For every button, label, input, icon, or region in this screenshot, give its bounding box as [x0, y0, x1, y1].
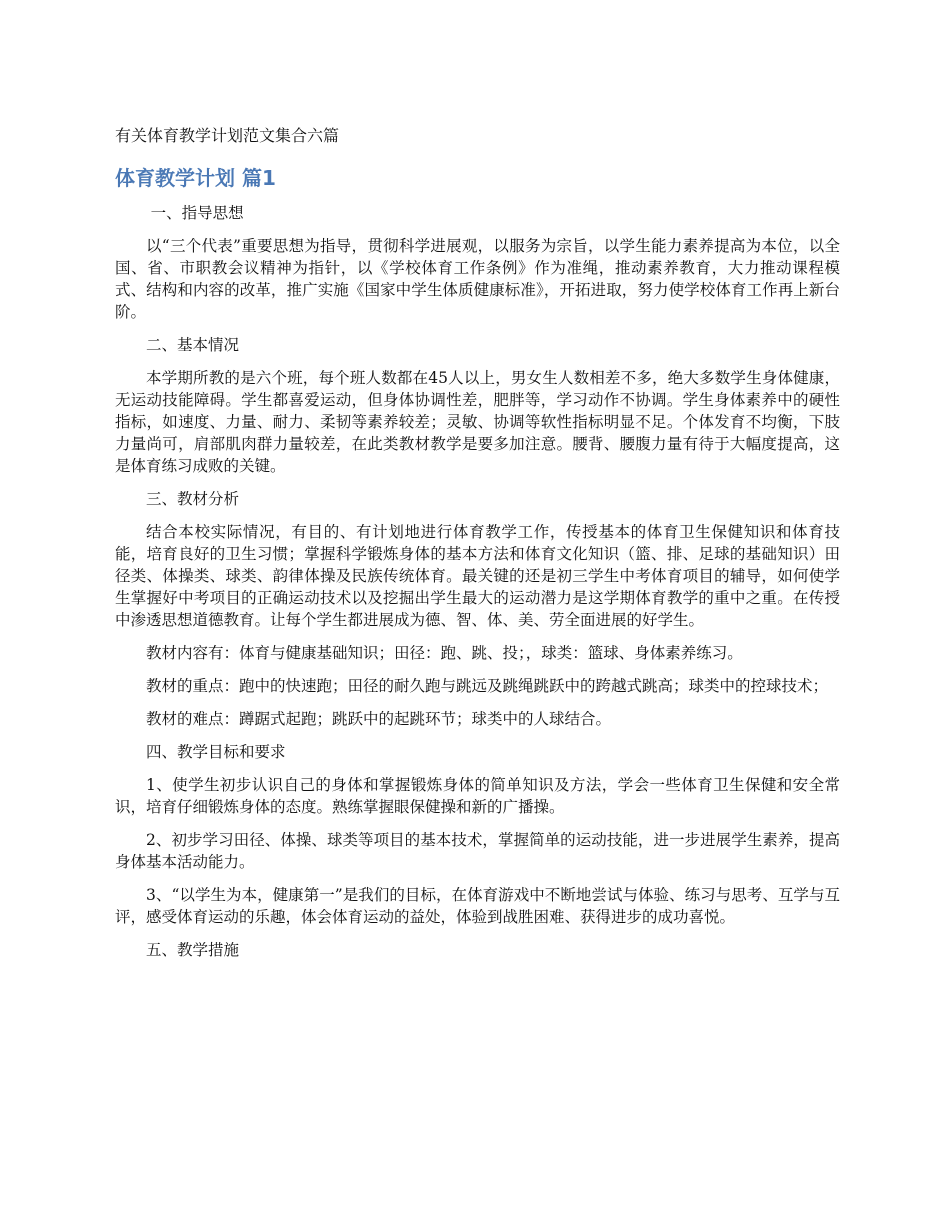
paragraph: 本学期所教的是六个班，每个班人数都在45人以上，男女生人数相差不多，绝大多数学生身体健康，无运动技能障碍。学生都喜爱运动，但身体协调性差，肥胖等，学习动作不协调。学生身体素养中的硬性指标，如速度、力量、耐力、柔韧等素养较差；灵敏、协调等软性指标明显不足。个体发育不均衡，下肢力量尚可，肩部肌肉群力量较差，在此类教材教学是要多加注意。腰背、腰腹力量有待于大幅度提高，这是体育练习成败的关键。 [115, 369, 840, 475]
subheading-guiding-ideology: 一、指导思想 [150, 204, 244, 222]
subheading-goals: 四、教学目标和要求 [146, 743, 286, 761]
subheading-basic-situation: 二、基本情况 [146, 336, 240, 354]
paragraph: 3、“以学生为本，健康第一”是我们的目标，在体育游戏中不断地尝试与体验、练习与思考、互学与互评，感受体育运动的乐趣，体会体育运动的益处，体验到战胜困难、获得进步的成功喜悦。 [115, 886, 840, 926]
paragraph: 教材的难点：蹲踞式起跑；跳跃中的起跳环节；球类中的人球结合。 [146, 710, 612, 728]
section-heading: 体育教学计划 篇1 [115, 166, 276, 190]
subheading-measures: 五、教学措施 [146, 941, 240, 959]
paragraph: 教材内容有：体育与健康基础知识；田径：跑、跳、投；，球类：篮球、身体素养练习。 [146, 644, 743, 662]
paragraph: 1、使学生初步认识自己的身体和掌握锻炼身体的简单知识及方法，学会一些体育卫生保健和安全常识，培育仔细锻炼身体的态度。熟练掌握眼保健操和新的广播操。 [115, 776, 840, 816]
document-title: 有关体育教学计划范文集合六篇 [115, 126, 340, 145]
paragraph: 结合本校实际情况，有目的、有计划地进行体育教学工作，传授基本的体育卫生保健知识和体育技能，培育良好的卫生习惯；掌握科学锻炼身体的基本方法和体育文化知识（篮、排、足球的基础知识）田径类、体操类、球类、韵律体操及民族传统体育。最关键的还是初三学生中考体育项目的辅导，如何使学生掌握好中考项目的正确运动技术以及挖掘出学生最大的运动潜力是这学期体育教学的重中之重。在传授中渗透思想道德教育。让每个学生都进展成为德、智、体、美、劳全面进展的好学生。 [115, 523, 840, 629]
subheading-material-analysis: 三、教材分析 [146, 490, 240, 508]
paragraph: 以“三个代表”重要思想为指导，贯彻科学进展观，以服务为宗旨，以学生能力素养提高为本位，以全国、省、市职教会议精神为指针，以《学校体育工作条例》作为准绳，推动素养教育，大力推动课程模式、结构和内容的改革，推广实施《国家中学生体质健康标准》，开拓进取，努力使学校体育工作再上新台阶。 [115, 237, 840, 321]
paragraph: 教材的重点：跑中的快速跑；田径的耐久跑与跳远及跳绳跳跃中的跨越式跳高；球类中的控球技术； [146, 677, 829, 695]
document-body [115, 202, 840, 972]
paragraph: 2、初步学习田径、体操、球类等项目的基本技术，掌握简单的运动技能，进一步进展学生素养，提高身体基本活动能力。 [115, 831, 840, 871]
